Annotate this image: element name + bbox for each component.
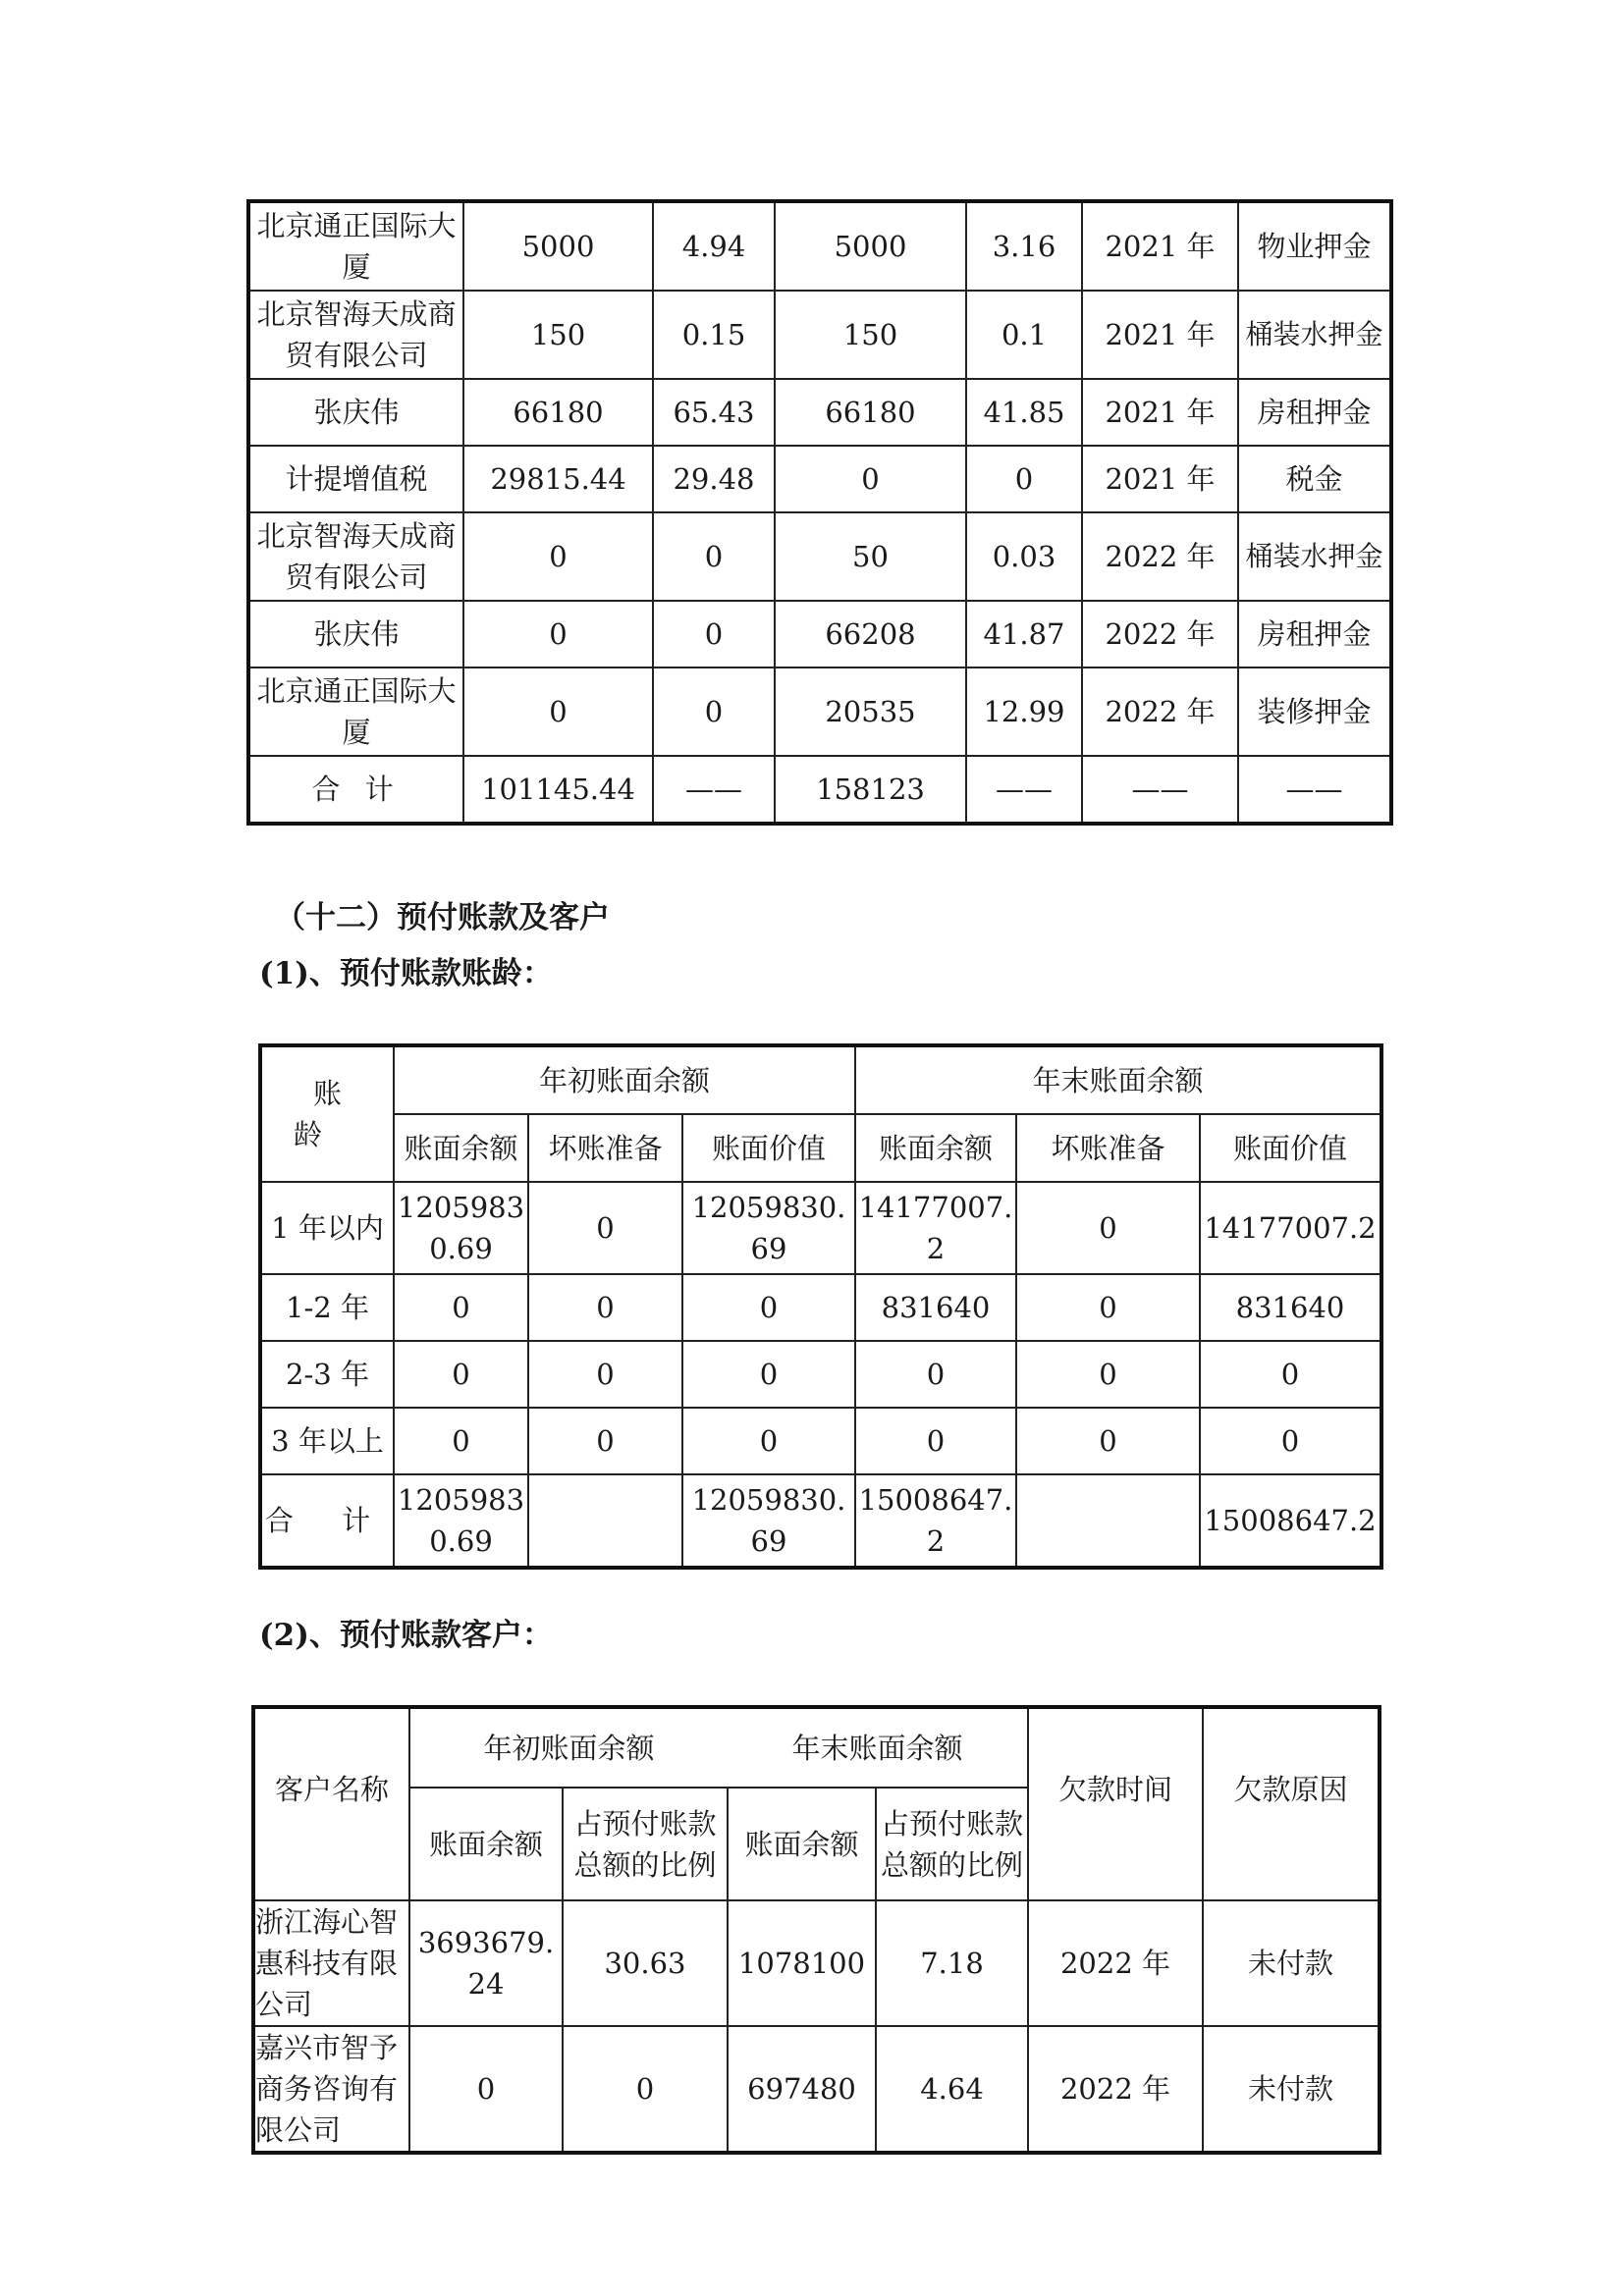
cell-year: 2022 年 xyxy=(1082,601,1238,667)
cell-end-ratio: 0 xyxy=(966,446,1082,512)
cell-value: 0 xyxy=(1200,1408,1381,1474)
col-header: 账面价值 xyxy=(682,1114,855,1182)
cell-reason: 税金 xyxy=(1238,446,1391,512)
cell-end-balance: 66180 xyxy=(775,379,966,446)
total-row xyxy=(248,756,1391,824)
cell-value: 0 xyxy=(528,1274,682,1341)
cell-year: —— xyxy=(1082,756,1238,824)
cell-value: 14177007.2 xyxy=(1200,1182,1381,1274)
cell-end-balance: 66208 xyxy=(775,601,966,667)
cell-customer-name: 浙江海心智惠科技有限公司 xyxy=(253,1900,409,2026)
cell-name: 张庆伟 xyxy=(248,379,463,446)
cell-begin-balance: 0 xyxy=(409,2026,563,2153)
cell-reason: 物业押金 xyxy=(1238,201,1391,291)
table-row xyxy=(260,1274,1381,1341)
table-row xyxy=(248,601,1391,667)
cell-value: 0 xyxy=(682,1341,855,1408)
cell-age: 1 年以内 xyxy=(260,1182,394,1274)
cell-begin-balance: 0 xyxy=(463,601,653,667)
group-header-end: 年末账面余额 xyxy=(728,1707,1028,1788)
cell-value: 0 xyxy=(528,1341,682,1408)
col-header: 坏账准备 xyxy=(1016,1114,1200,1182)
cell-begin-balance: 5000 xyxy=(463,201,653,291)
col-header: 账面余额 xyxy=(728,1788,876,1900)
cell-begin-ratio: 29.48 xyxy=(653,446,775,512)
cell-begin-ratio: —— xyxy=(653,756,775,824)
cell-value: 12059830.69 xyxy=(394,1182,528,1274)
cell-end-ratio: 4.64 xyxy=(876,2026,1028,2153)
cell-end-balance: 697480 xyxy=(728,2026,876,2153)
cell-reason: 房租押金 xyxy=(1238,379,1391,446)
cell-end-balance: 150 xyxy=(775,291,966,379)
table-row xyxy=(248,667,1391,756)
cell-value: 0 xyxy=(1016,1408,1200,1474)
cell-debt-reason: 未付款 xyxy=(1203,2026,1380,2153)
table-row xyxy=(253,1900,1380,2026)
cell-value: 0 xyxy=(855,1341,1016,1408)
cell-end-balance: 158123 xyxy=(775,756,966,824)
cell-reason: 装修押金 xyxy=(1238,667,1391,756)
aging-header-label: 账 龄 xyxy=(293,1077,381,1151)
aging-header xyxy=(260,1045,394,1182)
prepayment-aging-table xyxy=(258,1043,1383,1570)
table-row xyxy=(248,446,1391,512)
cell-end-balance: 0 xyxy=(775,446,966,512)
group-header-end: 年末账面余额 xyxy=(855,1045,1381,1114)
col-header: 账面价值 xyxy=(1200,1114,1381,1182)
cell-reason: 桶装水押金 xyxy=(1238,291,1391,379)
cell-value xyxy=(1016,1474,1200,1568)
cell-name: 合 计 xyxy=(248,756,463,824)
table-row xyxy=(260,1341,1381,1408)
cell-year: 2021 年 xyxy=(1082,291,1238,379)
cell-begin-ratio: 0 xyxy=(563,2026,728,2153)
table-row xyxy=(248,201,1391,291)
cell-year: 2021 年 xyxy=(1082,201,1238,291)
customer-name-header: 客户名称 xyxy=(253,1707,409,1900)
debt-reason-header: 欠款原因 xyxy=(1203,1707,1380,1900)
group-header-begin: 年初账面余额 xyxy=(394,1045,855,1114)
cell-begin-ratio: 4.94 xyxy=(653,201,775,291)
header-row xyxy=(253,1707,1380,1788)
cell-value: 0 xyxy=(1200,1341,1381,1408)
cell-year: 2021 年 xyxy=(1082,379,1238,446)
cell-name: 张庆伟 xyxy=(248,601,463,667)
cell-value: 15008647.2 xyxy=(855,1474,1016,1568)
table-row xyxy=(248,379,1391,446)
cell-name: 北京通正国际大厦 xyxy=(248,667,463,756)
cell-end-ratio: 12.99 xyxy=(966,667,1082,756)
table-row xyxy=(260,1182,1381,1274)
cell-begin-ratio: 0 xyxy=(653,667,775,756)
cell-end-balance: 5000 xyxy=(775,201,966,291)
cell-begin-balance: 150 xyxy=(463,291,653,379)
group-header-begin: 年初账面余额 xyxy=(409,1707,728,1788)
header-row xyxy=(260,1114,1381,1182)
cell-debt-time: 2022 年 xyxy=(1028,2026,1203,2153)
table-row xyxy=(253,2026,1380,2153)
cell-age: 2-3 年 xyxy=(260,1341,394,1408)
cell-end-ratio: 41.85 xyxy=(966,379,1082,446)
cell-value xyxy=(528,1474,682,1568)
cell-debt-time: 2022 年 xyxy=(1028,1900,1203,2026)
cell-value: 0 xyxy=(394,1274,528,1341)
cell-value: 0 xyxy=(394,1341,528,1408)
cell-value: 12059830.69 xyxy=(682,1182,855,1274)
cell-value: 0 xyxy=(1016,1274,1200,1341)
cell-debt-reason: 未付款 xyxy=(1203,1900,1380,2026)
table-row xyxy=(248,512,1391,601)
cell-customer-name: 嘉兴市智予商务咨询有限公司 xyxy=(253,2026,409,2153)
cell-begin-balance: 0 xyxy=(463,512,653,601)
cell-value: 12059830.69 xyxy=(682,1474,855,1568)
cell-value: 12059830.69 xyxy=(394,1474,528,1568)
cell-value: 15008647.2 xyxy=(1200,1474,1381,1568)
cell-name: 北京通正国际大厦 xyxy=(248,201,463,291)
cell-age: 合 计 xyxy=(260,1474,394,1568)
cell-value: 831640 xyxy=(1200,1274,1381,1341)
subsection-heading-aging: (1)、预付账款账龄： xyxy=(259,956,553,991)
cell-year: 2022 年 xyxy=(1082,512,1238,601)
cell-begin-balance: 101145.44 xyxy=(463,756,653,824)
subsection-heading-customers: (2)、预付账款客户： xyxy=(259,1618,553,1653)
cell-end-ratio: 0.1 xyxy=(966,291,1082,379)
cell-begin-ratio: 0 xyxy=(653,601,775,667)
cell-begin-balance: 29815.44 xyxy=(463,446,653,512)
cell-end-ratio: 3.16 xyxy=(966,201,1082,291)
cell-year: 2022 年 xyxy=(1082,667,1238,756)
cell-begin-balance: 0 xyxy=(463,667,653,756)
header-row xyxy=(260,1045,1381,1114)
cell-value: 0 xyxy=(1016,1341,1200,1408)
cell-end-ratio: 41.87 xyxy=(966,601,1082,667)
cell-end-ratio: 7.18 xyxy=(876,1900,1028,2026)
col-header: 占预付账款总额的比例 xyxy=(876,1788,1028,1900)
cell-value: 0 xyxy=(682,1408,855,1474)
section-heading: （十二）预付账款及客户 xyxy=(275,900,610,935)
cell-reason: 桶装水押金 xyxy=(1238,512,1391,601)
table-row xyxy=(248,291,1391,379)
cell-value: 0 xyxy=(855,1408,1016,1474)
prepayment-customer-table xyxy=(251,1705,1381,2155)
cell-begin-balance: 66180 xyxy=(463,379,653,446)
col-header: 账面余额 xyxy=(409,1788,563,1900)
cell-age: 3 年以上 xyxy=(260,1408,394,1474)
cell-end-ratio: —— xyxy=(966,756,1082,824)
col-header: 占预付账款总额的比例 xyxy=(563,1788,728,1900)
cell-end-ratio: 0.03 xyxy=(966,512,1082,601)
cell-name: 计提增值税 xyxy=(248,446,463,512)
cell-value: 0 xyxy=(528,1408,682,1474)
cell-reason: —— xyxy=(1238,756,1391,824)
col-header: 账面余额 xyxy=(394,1114,528,1182)
cell-value: 0 xyxy=(528,1182,682,1274)
col-header: 账面余额 xyxy=(855,1114,1016,1182)
cell-begin-balance: 3693679.24 xyxy=(409,1900,563,2026)
cell-begin-ratio: 0.15 xyxy=(653,291,775,379)
cell-name: 北京智海天成商贸有限公司 xyxy=(248,291,463,379)
cell-value: 0 xyxy=(394,1408,528,1474)
cell-name: 北京智海天成商贸有限公司 xyxy=(248,512,463,601)
cell-reason: 房租押金 xyxy=(1238,601,1391,667)
cell-value: 14177007.2 xyxy=(855,1182,1016,1274)
cell-year: 2021 年 xyxy=(1082,446,1238,512)
cell-value: 831640 xyxy=(855,1274,1016,1341)
col-header: 坏账准备 xyxy=(528,1114,682,1182)
deposit-table xyxy=(246,199,1393,826)
table-row xyxy=(260,1408,1381,1474)
debt-time-header: 欠款时间 xyxy=(1028,1707,1203,1900)
cell-begin-ratio: 0 xyxy=(653,512,775,601)
cell-age: 1-2 年 xyxy=(260,1274,394,1341)
cell-end-balance: 1078100 xyxy=(728,1900,876,2026)
cell-end-balance: 50 xyxy=(775,512,966,601)
cell-begin-ratio: 65.43 xyxy=(653,379,775,446)
cell-end-balance: 20535 xyxy=(775,667,966,756)
cell-value: 0 xyxy=(1016,1182,1200,1274)
cell-value: 0 xyxy=(682,1274,855,1341)
cell-begin-ratio: 30.63 xyxy=(563,1900,728,2026)
total-row xyxy=(260,1474,1381,1568)
